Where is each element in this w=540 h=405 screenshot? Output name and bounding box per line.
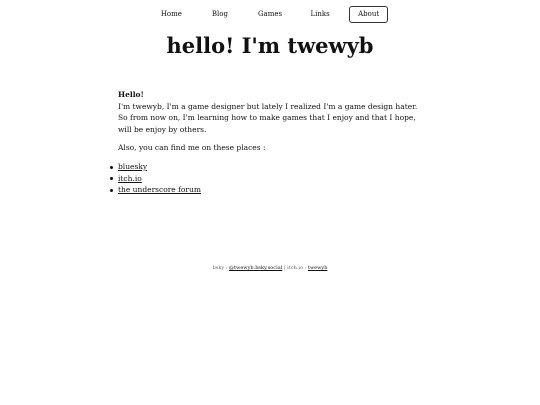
- nav-blog-link[interactable]: Blog: [211, 10, 228, 18]
- links-intro-paragraph: Also, you can find me on these places :: [118, 143, 266, 153]
- nav-links-link[interactable]: Links: [310, 10, 330, 18]
- page-footer: [0, 264, 540, 272]
- footer-separator: | itch.io :: [282, 265, 308, 271]
- intro-paragraph: I'm twewyb, I'm a game designer but lately I realized I'm a game design hater. So from now on, I'm learning how to make games that I enjoy and that I hope, will be enjoy by others.: [118, 101, 418, 134]
- about-content: [118, 89, 428, 196]
- nav-games-link[interactable]: Games: [257, 10, 283, 18]
- underscore-forum-link[interactable]: the underscore forum: [118, 185, 201, 195]
- places-list: [118, 161, 428, 196]
- greeting-text: Hello!: [118, 90, 144, 99]
- bluesky-link[interactable]: bluesky: [118, 161, 148, 171]
- list-item: [118, 161, 428, 173]
- nav-home-link[interactable]: Home: [160, 10, 182, 18]
- top-navigation: [0, 6, 540, 23]
- itch-io-link[interactable]: itch.io: [118, 173, 142, 183]
- list-item: [118, 173, 428, 185]
- page-title: hello! I'm twewyb: [166, 33, 374, 58]
- nav-about-link[interactable]: About: [349, 6, 388, 23]
- footer-bsky-prefix: bsky :: [212, 265, 230, 271]
- footer-bsky-link[interactable]: @twewyb.bsky.social: [229, 265, 283, 271]
- list-item: [118, 184, 428, 196]
- footer-itch-link[interactable]: twewyb: [307, 265, 328, 271]
